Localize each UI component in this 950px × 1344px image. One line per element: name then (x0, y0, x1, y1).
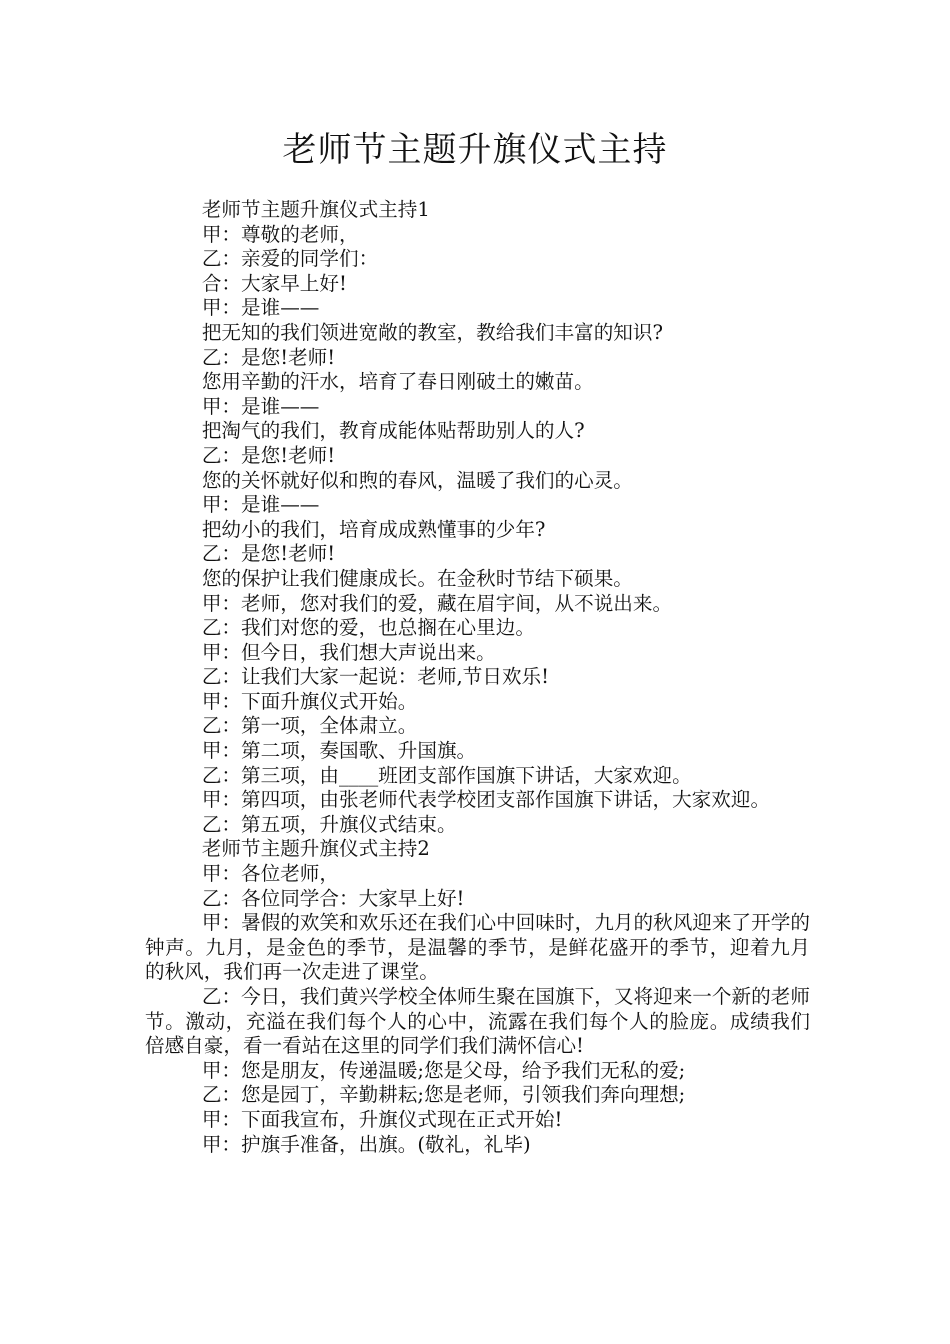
paragraph: 您用辛勤的汗水，培育了春日刚破土的嫩苗。 (201, 370, 594, 394)
paragraph: 乙：是您!老师! (201, 443, 336, 467)
paragraph: 甲：护旗手准备，出旗。(敬礼，礼毕) (201, 1132, 531, 1156)
paragraph: 老师节主题升旗仪式主持2 (201, 837, 430, 861)
paragraph: 乙：是您!老师! (201, 542, 336, 566)
paragraph: 甲：尊敬的老师， (201, 222, 359, 246)
paragraph: 甲：下面我宣布，升旗仪式现在正式开始! (201, 1107, 563, 1131)
paragraph: 合：大家早上好! (201, 271, 347, 295)
paragraph: 甲：是谁—— (201, 296, 320, 320)
paragraph: 您的关怀就好似和煦的春风，温暖了我们的心灵。 (201, 468, 633, 492)
paragraph: 您的保护让我们健康成长。在金秋时节结下硕果。 (201, 566, 633, 590)
paragraph: 甲：老师，您对我们的爱，藏在眉宇间，从不说出来。 (201, 591, 673, 615)
paragraph: 甲：第四项，由张老师代表学校团支部作国旗下讲话，大家欢迎。 (201, 788, 771, 812)
paragraph: 把淘气的我们，教育成能体贴帮助别人的人? (201, 419, 585, 443)
paragraph: 把幼小的我们，培育成成熟懂事的少年? (201, 517, 546, 541)
paragraph: 乙：亲爱的同学们： (201, 247, 379, 271)
paragraph: 甲：第二项，奏国歌、升国旗。 (201, 739, 477, 763)
paragraph: 乙：让我们大家一起说：老师,节日欢乐! (201, 665, 550, 689)
paragraph: 甲：下面升旗仪式开始。 (201, 689, 418, 713)
paragraph: 甲：各位老师， (201, 862, 339, 886)
paragraph: 乙：各位同学合：大家早上好! (201, 886, 465, 910)
document-body (145, 198, 810, 1157)
paragraph: 乙：第三项，由____班团支部作国旗下讲话，大家欢迎。 (201, 763, 692, 787)
paragraph: 乙：第一项，全体肃立。 (201, 714, 418, 738)
paragraph: 甲：您是朋友，传递温暖;您是父母，给予我们无私的爱; (201, 1058, 686, 1082)
paragraph: 乙：我们对您的爱，也总搁在心里边。 (201, 616, 535, 640)
paragraph: 甲：是谁—— (201, 394, 320, 418)
paragraph: 乙：您是园丁，辛勤耕耘;您是老师，引领我们奔向理想; (201, 1083, 686, 1107)
paragraph: 甲：暑假的欢笑和欢乐还在我们心中回味时，九月的秋风迎来了开学的钟声。九月，是金色的季节，是温馨的季节，是鲜花盛开的季节，迎着九月的秋风，我们再一次走进了课堂。 (145, 911, 810, 984)
paragraph: 乙：是您!老师! (201, 345, 336, 369)
document-title: 老师节主题升旗仪式主持 (282, 130, 668, 170)
paragraph: 乙：第五项，升旗仪式结束。 (201, 812, 457, 836)
paragraph: 老师节主题升旗仪式主持1 (201, 198, 430, 221)
paragraph: 把无知的我们领进宽敞的教室，教给我们丰富的知识? (201, 320, 663, 344)
paragraph: 甲：是谁—— (201, 493, 320, 517)
paragraph: 乙：今日，我们黄兴学校全体师生聚在国旗下，又将迎来一个新的老师节。激动，充溢在我们每个人的心中，流露在我们每个人的脸庞。成绩我们倍感自豪，看一看站在这里的同学们我们满怀信心! (145, 985, 810, 1058)
paragraph: 甲：但今日，我们想大声说出来。 (201, 640, 496, 664)
